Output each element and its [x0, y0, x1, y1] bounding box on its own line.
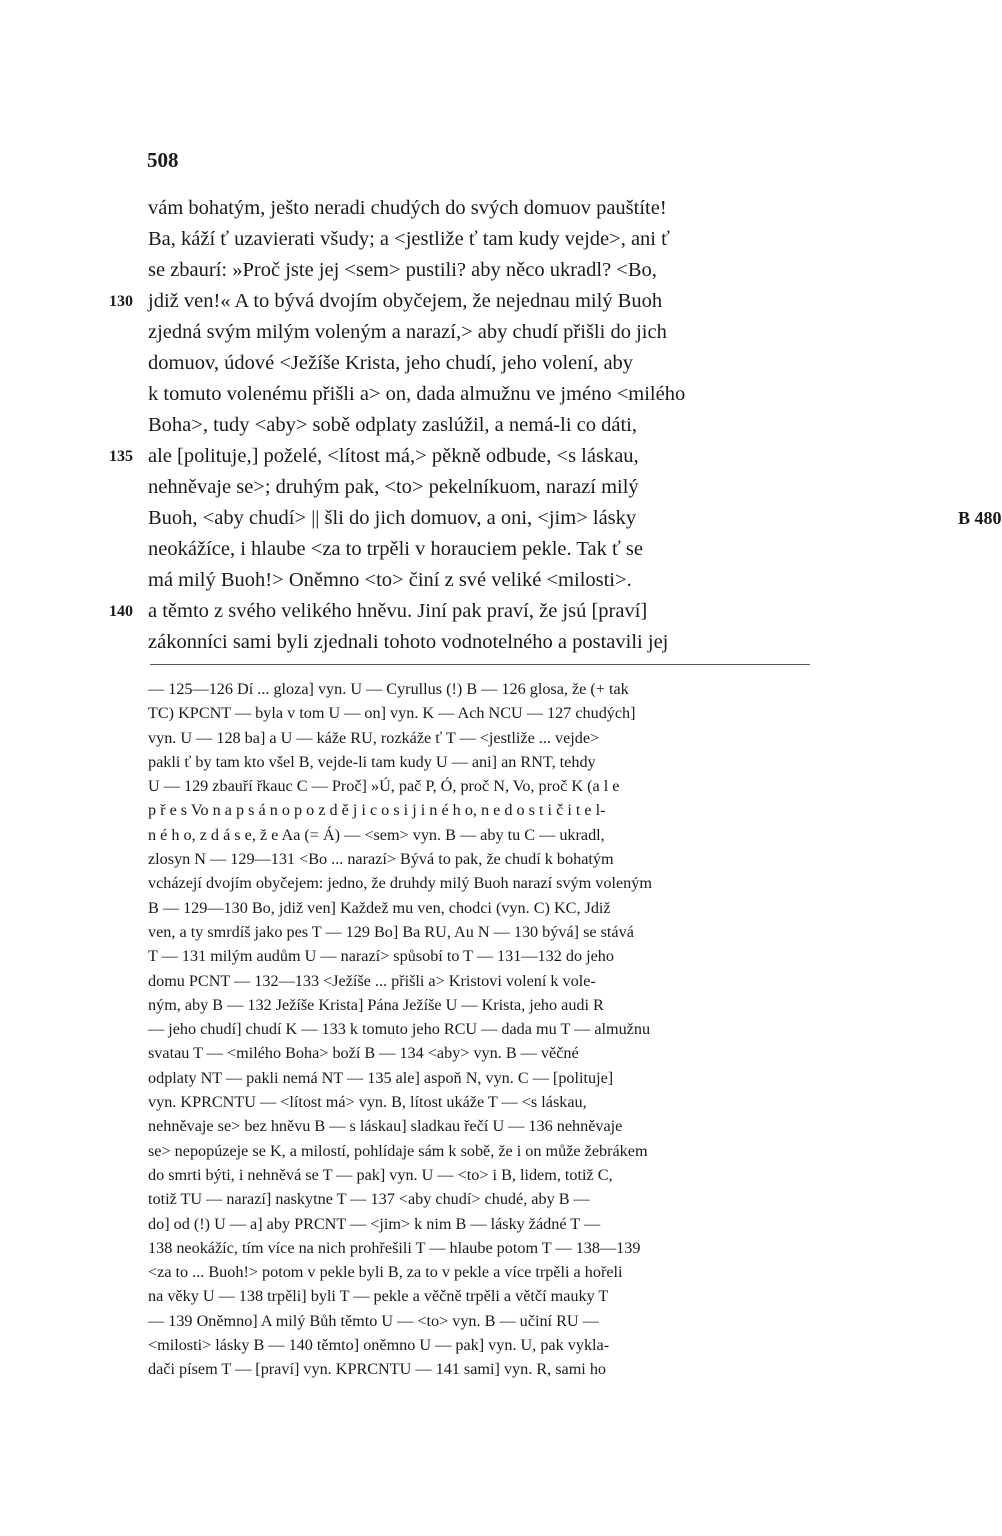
- text-line: [109, 596, 816, 627]
- line-text: domuov, údové <Ježíše Krista, jeho chudí, jeho volení, aby: [148, 352, 634, 374]
- line-number: 130: [109, 293, 133, 310]
- line-text: Boha>, tudy <aby> sobě odplaty zaslúžil, a nemá-li co dáti,: [148, 414, 637, 436]
- apparatus-line: pakli ť by tam kto všel B, vejde-li tam kudy U — ani] an RNT, tehdy: [148, 752, 596, 771]
- apparatus-line: odplaty NT — pakli nemá NT — 135 ale] aspoň N, vyn. C — [polituje]: [148, 1068, 614, 1087]
- apparatus-line: T — 131 milým audům U — narazí> spůsobí to T — 131—132 do jeho: [148, 947, 614, 966]
- line-text: ale [polituje,] poželé, <lítost má,> pěkně odbude, <s láskau,: [148, 445, 639, 467]
- line-number: 140: [109, 603, 133, 620]
- text-line: [148, 317, 816, 348]
- line-text: Ba, káží ť uzavierati všudy; a <jestliže ť tam kudy vejde>, ani ť: [148, 228, 670, 250]
- text-line: [148, 193, 816, 224]
- apparatus-line: — 125—126 Dí ... gloza] vyn. U — Cyrullus (!) B — 126 glosa, že (+ tak: [148, 680, 629, 698]
- line-text: zákonníci sami byli zjednali tohoto vodnotelného a postavili jej: [148, 631, 669, 653]
- apparatus-line: na věky U — 138 trpěli] byli T — pekle a věčně trpěli a větčí mauky T: [148, 1287, 609, 1306]
- apparatus-line: dači písem T — [praví] vyn. KPRCNTU — 141 sami] vyn. R, sami ho: [148, 1360, 607, 1379]
- line-text: Buoh, <aby chudí> || šli do jich domuov, a oni, <jim> lásky: [148, 507, 637, 529]
- critical-apparatus: [148, 677, 818, 1382]
- apparatus-line: — jeho chudí] chudí K — 133 k tomuto jeho RCU — dada mu T — almužnu: [148, 1020, 651, 1039]
- text-line: [148, 255, 816, 286]
- text-line: [148, 224, 816, 255]
- apparatus-line: totiž TU — narazí] naskytne T — 137 <aby chudí> chudé, aby B —: [148, 1190, 590, 1209]
- apparatus-line: U — 129 zbauří řkauc C — Proč] »Ú, pač P, Ó, proč N, Vo, proč K (a l e: [148, 777, 620, 796]
- apparatus-line: se> nepopúzeje se K, a milostí, pohlídaje sám k sobě, že i on může žebrákem: [148, 1141, 648, 1160]
- line-text: neokážíce, i hlaube <za to trpěli v horauciem pekle. Tak ť se: [148, 538, 643, 560]
- line-text: jdiž ven!« A to bývá dvojím obyčejem, že nejednau milý Buoh: [148, 290, 663, 312]
- apparatus-line: <za to ... Buoh!> potom v pekle byli B, za to v pekle a více trpěli a hořeli: [148, 1263, 623, 1282]
- text-line: [148, 565, 816, 596]
- line-text: a těmto z svého velikého hněvu. Jiní pak praví, že jsú [praví]: [148, 600, 648, 622]
- main-text: [109, 193, 1002, 658]
- line-text: vám bohatým, ješto neradi chudých do svých domuov pauštíte!: [148, 197, 667, 219]
- text-line: [148, 348, 816, 379]
- margin-folio-note: B 480: [958, 508, 1002, 528]
- apparatus-line: ven, a ty smrdíš jako pes T — 129 Bo] Ba RU, Au N — 130 bývá] se stává: [148, 922, 634, 941]
- line-number: 135: [109, 448, 133, 465]
- line-text: nehněvaje se>; druhým pak, <to> pekelníkuom, narazí milý: [148, 476, 639, 498]
- apparatus-line: TC) KPCNT — byla v tom U — on] vyn. K — Ach NCU — 127 chudých]: [148, 704, 636, 723]
- apparatus-line: zlosyn N — 129—131 <Bo ... narazí> Bývá to pak, že chudí k bohatým: [148, 850, 614, 869]
- apparatus-line: svatau T — <milého Boha> boží B — 134 <aby> vyn. B — věčné: [148, 1044, 579, 1063]
- apparatus-line: B — 129—130 Bo, jdiž ven] Každež mu ven, chodci (vyn. C) KC, Jdiž: [148, 898, 611, 917]
- apparatus-line: 138 neokážíc, tím více na nich prohřešili T — hlaube potom T — 138—139: [148, 1238, 641, 1257]
- apparatus-line: vcházejí dvojím obyčejem: jedno, že druhdy milý Buoh narazí svým voleným: [148, 874, 652, 893]
- apparatus-line: do smrti býti, i nehněvá se T — pak] vyn. U — <to> i B, lidem, totiž C,: [148, 1165, 613, 1184]
- text-line: [148, 379, 816, 410]
- line-text: má milý Buoh!> Oněmno <to> činí z své veliké <milosti>.: [148, 569, 632, 591]
- apparatus-line: — 139 Oněmno] A milý Bůh těmto U — <to> vyn. B — učiní RU —: [148, 1311, 599, 1330]
- apparatus-line: domu PCNT — 132—133 <Ježíše ... přišli a> Kristovi volení k vole-: [148, 971, 596, 990]
- line-text: zjedná svým milým voleným a narazí,> aby chudí přišli do jich: [148, 321, 667, 343]
- text-line: [148, 627, 816, 658]
- apparatus-line: ným, aby B — 132 Ježíše Krista] Pána Ježíše U — Krista, jeho audi R: [148, 995, 604, 1014]
- apparatus-line: n é h o, z d á s e, ž e Aa (= Á) — <sem> vyn. B — aby tu C — ukradl,: [148, 825, 605, 844]
- apparatus-line: p ř e s Vo n a p s á n o p o z d ě j i c o s i j i n é h o, n e d o s t i č i t e l-: [148, 801, 606, 820]
- line-text: k tomuto volenému přišli a> on, dada almužnu ve jméno <milého: [148, 383, 686, 405]
- text-line: [148, 534, 816, 565]
- apparatus-line: do] od (!) U — a] aby PRCNT — <jim> k nim B — lásky žádné T —: [148, 1214, 601, 1233]
- text-line: [148, 410, 816, 441]
- apparatus-line: vyn. U — 128 ba] a U — káže RU, rozkáže ť T — <jestliže ... vejde>: [148, 728, 600, 747]
- text-line: [109, 441, 816, 472]
- apparatus-line: vyn. KPRCNTU — <lítost má> vyn. B, lítost ukáže T — <s láskau,: [148, 1093, 587, 1112]
- apparatus-line: nehněvaje se> bez hněvu B — s láskau] sladkau řečí U — 136 nehněvaje: [148, 1117, 623, 1136]
- text-line: [148, 503, 1002, 534]
- apparatus-line: <milosti> lásky B — 140 těmto] oněmno U — pak] vyn. U, pak vykla-: [148, 1336, 610, 1355]
- text-line: [148, 472, 816, 503]
- page-number: 508: [147, 148, 179, 172]
- footnote-divider: [150, 664, 810, 665]
- text-line: [109, 286, 816, 317]
- line-text: se zbaurí: »Proč jste jej <sem> pustili? aby něco ukradl? <Bo,: [148, 259, 657, 281]
